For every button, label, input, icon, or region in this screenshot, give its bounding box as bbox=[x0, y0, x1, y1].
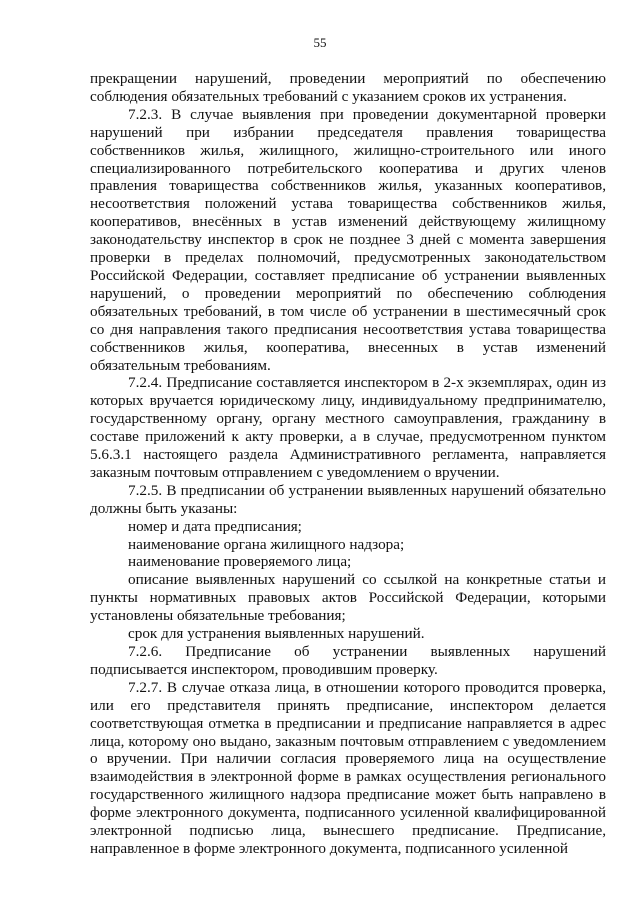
paragraph-continuation: прекращении нарушений, проведении мероприятий по обеспечению соблюдения обязательных требований с указанием сроков их устранения. bbox=[90, 70, 606, 105]
list-item: наименование проверяемого лица; bbox=[128, 553, 352, 571]
list-item: описание выявленных нарушений со ссылкой на конкретные статьи и пункты нормативных правовых актов Российской Федерации, которыми установлены обязательные требования; bbox=[90, 571, 606, 625]
page-number: 55 bbox=[313, 35, 327, 50]
paragraph-7-2-3: 7.2.3. В случае выявления при проведении документарной проверки нарушений при избрании председателя правления товарищества собственников жилья, жилищного, жилищно-строительного или иного специализированного потребительского кооператива и других членов правления товарищества собственников жилья, указанных кооперативов, несоответствия положений устава товарищества собственников жилья, кооперативов, внесённых в устав изменений действующему жилищному законодательству инспектор в срок не позднее 3 дней с момента завершения проверки в пределах полномочий, предусмотренных законодательством Российской Федерации, составляет предписание об устранении выявленных нарушений, о проведении мероприятий по обеспечению соблюдения обязательных требований, в том числе об устранении в шестимесячный срок со дня направления такого предписания несоответствия устава товарищества собственников жилья, кооператива, внесенных в устав изменений обязательным требованиям. bbox=[90, 105, 606, 374]
paragraph-7-2-7: 7.2.7. В случае отказа лица, в отношении которого проводится проверка, или его представителя принять предписание, инспектором делается соответствующая отметка в предписании и предписание направляется в адрес лица, которому оно выдано, заказным почтовым отправлением с уведомлением о вручении. При наличии согласия проверяемого лица на осуществление взаимодействия в электронной форме в рамках осуществления регионального государственного жилищного надзора предписание может быть направлено в форме электронного документа, подписанного усиленной квалифицированной электронной подписью лица, вынесшего предписание. Предписание, направленное в форме электронного документа, подписанного усиленной bbox=[90, 678, 606, 857]
paragraph-7-2-6: 7.2.6. Предписание об устранении выявленных нарушений подписывается инспектором, проводившим проверку. bbox=[90, 643, 606, 678]
list-item: наименование органа жилищного надзора; bbox=[128, 535, 405, 553]
document-body bbox=[90, 70, 606, 858]
list-item: номер и дата предписания; bbox=[128, 517, 302, 535]
list-item: срок для устранения выявленных нарушений. bbox=[128, 625, 425, 643]
paragraph-7-2-4: 7.2.4. Предписание составляется инспектором в 2-х экземплярах, один из которых вручается юридическому лицу, индивидуальному предпринимателю, государственному органу, органу местного самоуправления, гражданину в составе приложений к акту проверки, а в случае, предусмотренном пунктом 5.6.3.1 настоящего раздела Административного регламента, направляется заказным почтовым отправлением с уведомлением о вручении. bbox=[90, 374, 606, 481]
paragraph-7-2-5: 7.2.5. В предписании об устранении выявленных нарушений обязательно должны быть указаны: bbox=[90, 481, 606, 517]
